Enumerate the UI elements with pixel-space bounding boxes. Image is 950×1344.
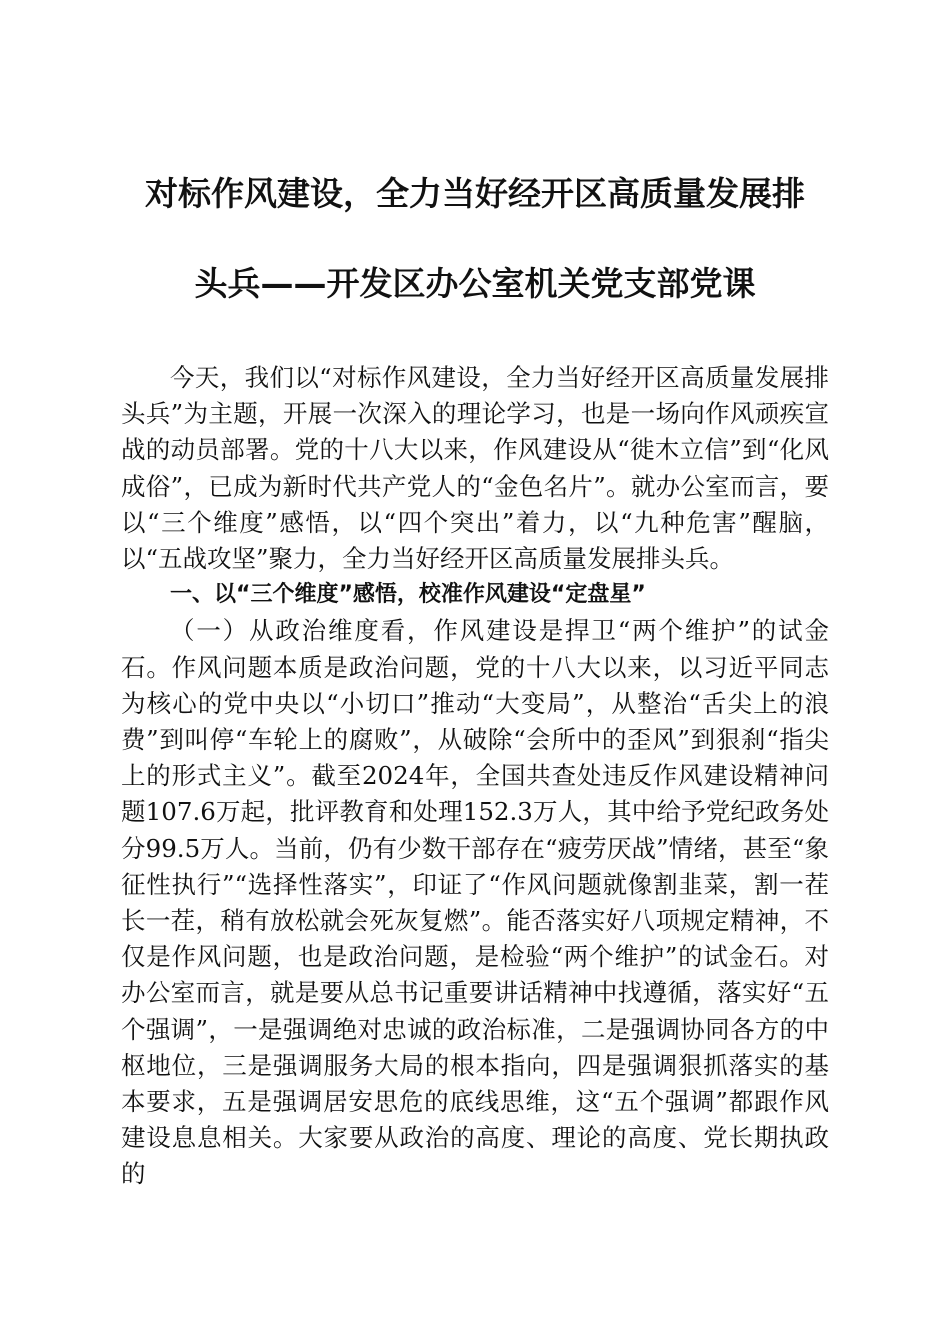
- section-heading: 一、以“三个维度”感悟，校准作风建设“定盘星”: [170, 582, 646, 608]
- title-line-2: 头兵——开发区办公室机关党支部党课: [194, 264, 756, 303]
- title-line-1: 对标作风建设，全力当好经开区高质量发展排: [145, 174, 805, 213]
- document-title: [110, 170, 840, 308]
- intro-paragraph: 今天，我们以“对标作风建设，全力当好经开区高质量发展排头兵”为主题，开展一次深入的理论学习，也是一场向作风顽疾宣战的动员部署。党的十八大以来，作风建设从“徙木立信”到“化风成俗”，已成为新时代共产党人的“金色名片”。就办公室而言，要以“三个维度”感悟，以“四个突出”着力，以“九种危害”醒脑，以“五战攻坚”聚力，全力当好经开区高质量发展排头兵。: [121, 363, 829, 574]
- document-body: [121, 360, 829, 1193]
- body-paragraph: （一）从政治维度看，作风建设是捍卫“两个维护”的试金石。作风问题本质是政治问题，党的十八大以来，以习近平同志为核心的党中央以“小切口”推动“大变局”，从整治“舌尖上的浪费”到叫停“车轮上的腐败”，从破除“会所中的歪风”到狠刹“指尖上的形式主义”。截至2024年，全国共查处违反作风建设精神问题107.6万起，批评教育和处理152.3万人，其中给予党纪政务处分99.5万人。当前，仍有少数干部存在“疲劳厌战”情绪，甚至“象征性执行”“选择性落实”，印证了“作风问题就像割韭菜，割一茬长一茬，稍有放松就会死灰复燃”。能否落实好八项规定精神，不仅是作风问题，也是政治问题，是检验“两个维护”的试金石。对办公室而言，就是要从总书记重要讲话精神中找遵循，落实好“五个强调”，一是强调绝对忠诚的政治标准，二是强调协同各方的中枢地位，三是强调服务大局的根本指向，四是强调狠抓落实的基本要求，五是强调居安思危的底线思维，这“五个强调”都跟作风建设息息相关。大家要从政治的高度、理论的高度、党长期执政的: [121, 616, 829, 1189]
